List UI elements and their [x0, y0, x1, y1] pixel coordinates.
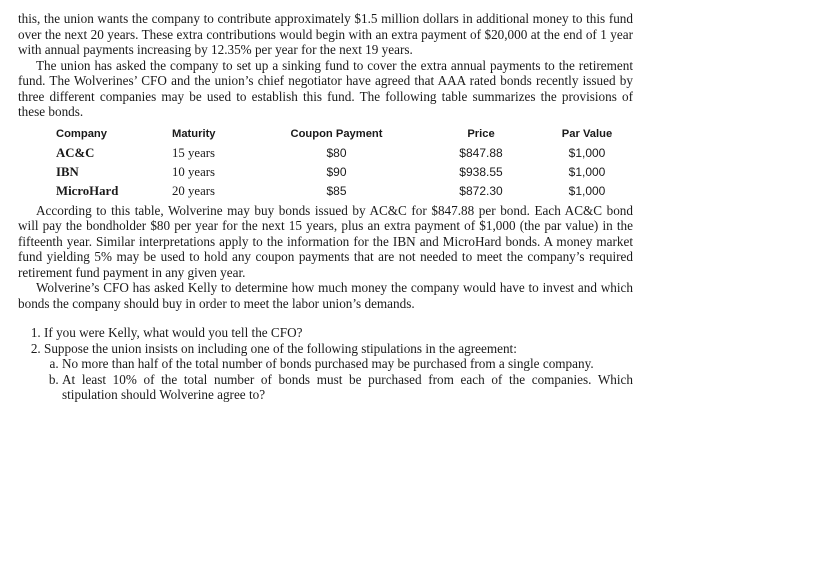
table-row	[56, 144, 623, 163]
header-maturity: Maturity	[172, 127, 216, 140]
question-1	[44, 325, 633, 341]
header-par-value: Par Value	[561, 127, 613, 140]
paragraph-table-interpretation: According to this table, Wolverine may buy bonds issued by AC&C for $847.88 per bond. Each AC&C bond will pay the bondholder $80 per year for the next 15 years, plus an extra payment of $1,000 (the par value) in the fifteenth year. Similar interpretations apply to the information for the IBN and MicroHard bonds. A money market fund yielding 5% may be used to hold any coupon payments that are not needed to meet the company’s required retirement fund payment in any given year.	[18, 202, 633, 280]
paragraph-cfo-request: Wolverine’s CFO has asked Kelly to determine how much money the company would have to invest and which bonds the company should buy in order to meet the labor union’s demands.	[18, 280, 633, 311]
bond-provisions-table	[56, 127, 623, 201]
stipulation-list	[44, 356, 633, 403]
header-price: Price	[467, 127, 495, 140]
table-row	[56, 182, 623, 201]
case-study-document	[18, 11, 633, 403]
question-2-text: Suppose the union insists on including one of the following stipulations in the agreement:	[44, 340, 517, 356]
question-2	[44, 341, 633, 403]
cell-company: IBN	[56, 164, 79, 179]
cell-coupon: $90	[326, 164, 347, 179]
cell-company: MicroHard	[56, 183, 119, 198]
header-coupon-payment: Coupon Payment	[290, 127, 383, 140]
paragraph-intro: this, the union wants the company to contribute approximately $1.5 million dollars in additional money to this fund over the next 20 years. These extra contributions would begin with an extra payment of $20,000 at the end of 1 year with annual payments increasing by 12.35% per year for the next 19 years.	[18, 11, 633, 57]
cell-maturity: 10 years	[172, 164, 215, 179]
cell-par: $1,000	[568, 183, 606, 198]
stipulation-b: b. At least 10% of the total number of bonds must be purchased from each of the companies. Which stipulation should Wolverine agree to?	[62, 372, 633, 403]
question-list	[18, 325, 633, 403]
cell-coupon: $85	[326, 183, 347, 198]
cell-par: $1,000	[568, 145, 606, 160]
cell-price: $872.30	[459, 183, 503, 198]
cell-par: $1,000	[568, 164, 606, 179]
header-company: Company	[56, 127, 107, 140]
question-1-text: If you were Kelly, what would you tell the CFO?	[44, 325, 303, 340]
cell-maturity: 15 years	[172, 145, 215, 160]
table-row	[56, 163, 623, 182]
cell-company: AC&C	[56, 145, 95, 160]
stipulation-a: a. No more than half of the total number of bonds purchased may be purchased from a single company.	[62, 356, 633, 372]
cell-price: $847.88	[459, 145, 503, 160]
cell-coupon: $80	[326, 145, 347, 160]
paragraph-sinking-fund: The union has asked the company to set up a sinking fund to cover the extra annual payments to the retirement fund. The Wolverines’ CFO and the union’s chief negotiator have agreed that AAA rated bonds recently issued by three different companies may be used to establish this fund. The following table summarizes the provisions of these bonds.	[18, 57, 633, 119]
cell-price: $938.55	[459, 164, 503, 179]
cell-maturity: 20 years	[172, 183, 215, 198]
table-header-row	[56, 127, 623, 144]
